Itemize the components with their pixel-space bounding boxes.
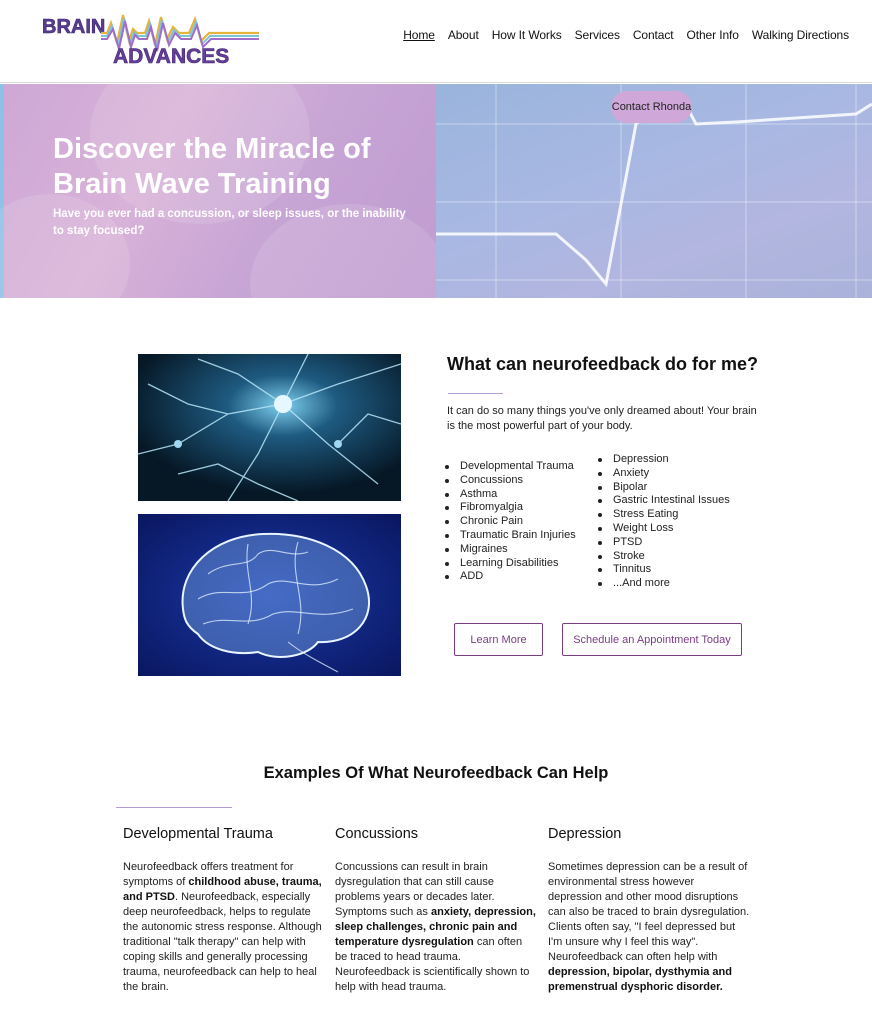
learn-more-button[interactable]: Learn More [454, 623, 543, 656]
list-item: Concussions [445, 474, 576, 488]
concussions-heading: Concussions [335, 826, 419, 842]
nav-how-it-works[interactable]: How It Works [491, 28, 562, 42]
hero-subtitle: Have you ever had a concussion, or sleep issues, or the inability to stay focused? [53, 208, 406, 237]
depression-heading: Depression [548, 826, 622, 842]
hero-banner [0, 84, 872, 298]
developmental-trauma-text: Neurofeedback offers treatment for symptoms of childhood abuse, trauma, and PTSD. Neurofeedback, especially deep neurofeedback, helps to regulate the autonomic stress response. Although traditional "talk therapy" can help with coping skills and generally processing trauma, neurofeedback can help to heal the brain. [123, 861, 322, 993]
section-divider [116, 807, 232, 808]
main-nav [390, 28, 849, 42]
nav-home[interactable]: Home [403, 28, 435, 42]
list-item: Anxiety [598, 467, 730, 481]
list-item: Weight Loss [598, 522, 730, 536]
list-item: Bipolar [598, 481, 730, 495]
nav-contact[interactable]: Contact [632, 28, 674, 42]
brain-image [138, 514, 401, 676]
brain-advances-logo[interactable] [41, 11, 261, 67]
nav-other-info[interactable]: Other Info [686, 28, 739, 42]
list-item: Traumatic Brain Injuries [445, 529, 576, 543]
neurofeedback-heading: What can neurofeedback do for me? [447, 354, 759, 374]
nav-services[interactable]: Services [574, 28, 620, 42]
depression-text: Sometimes depression can be a result of environmental stress however depression and other mood disruptions can also be traced to brain dysregulation. Clients often say, "I feel depressed but I'm unsure why I feel this way". Neurofeedback can often help with depression, bipolar, dysthymia and premenstrual dysphoric disorder. [548, 861, 750, 993]
list-item: Migraines [445, 543, 576, 557]
neuron-image [138, 354, 401, 501]
list-item: ...And more [598, 577, 730, 591]
list-item: Fibromyalgia [445, 501, 576, 515]
list-item: Gastric Intestinal Issues [598, 494, 730, 508]
list-item: Stroke [598, 550, 730, 564]
list-item: Learning Disabilities [445, 557, 576, 571]
examples-heading: Examples Of What Neurofeedback Can Help [263, 764, 609, 782]
svg-text:ADVANCES: ADVANCES [113, 45, 230, 67]
concussions-text: Concussions can result in brain dysregulation that can still cause problems years or decades later. Symptoms such as anxiety, depression, sleep challenges, chronic pain and temperature dysregulation can often be traced to head trauma. Neurofeedback is scientifically shown to help with head trauma. [335, 861, 536, 993]
list-item: ADD [445, 570, 576, 584]
schedule-appointment-button[interactable]: Schedule an Appointment Today [562, 623, 742, 656]
svg-text:BRAIN: BRAIN [42, 16, 106, 38]
section-divider [448, 393, 503, 394]
list-item: Chronic Pain [445, 515, 576, 529]
site-header [0, 0, 872, 83]
list-item: Tinnitus [598, 563, 730, 577]
conditions-list-right [598, 453, 730, 591]
list-item: Depression [598, 453, 730, 467]
list-item: Developmental Trauma [445, 460, 576, 474]
neurofeedback-intro: It can do so many things you've only dreamed about! Your brain is the most powerful part of your body. [447, 405, 757, 432]
nav-walking-directions[interactable]: Walking Directions [751, 28, 849, 42]
conditions-list-left [445, 460, 576, 584]
list-item: Asthma [445, 488, 576, 502]
nav-about[interactable]: About [447, 28, 479, 42]
list-item: Stress Eating [598, 508, 730, 522]
contact-rhonda-button[interactable]: Contact Rhonda [611, 91, 692, 123]
developmental-trauma-heading: Developmental Trauma [123, 826, 273, 842]
list-item: PTSD [598, 536, 730, 550]
hero-title: Discover the Miracle of Brain Wave Training [53, 133, 371, 200]
